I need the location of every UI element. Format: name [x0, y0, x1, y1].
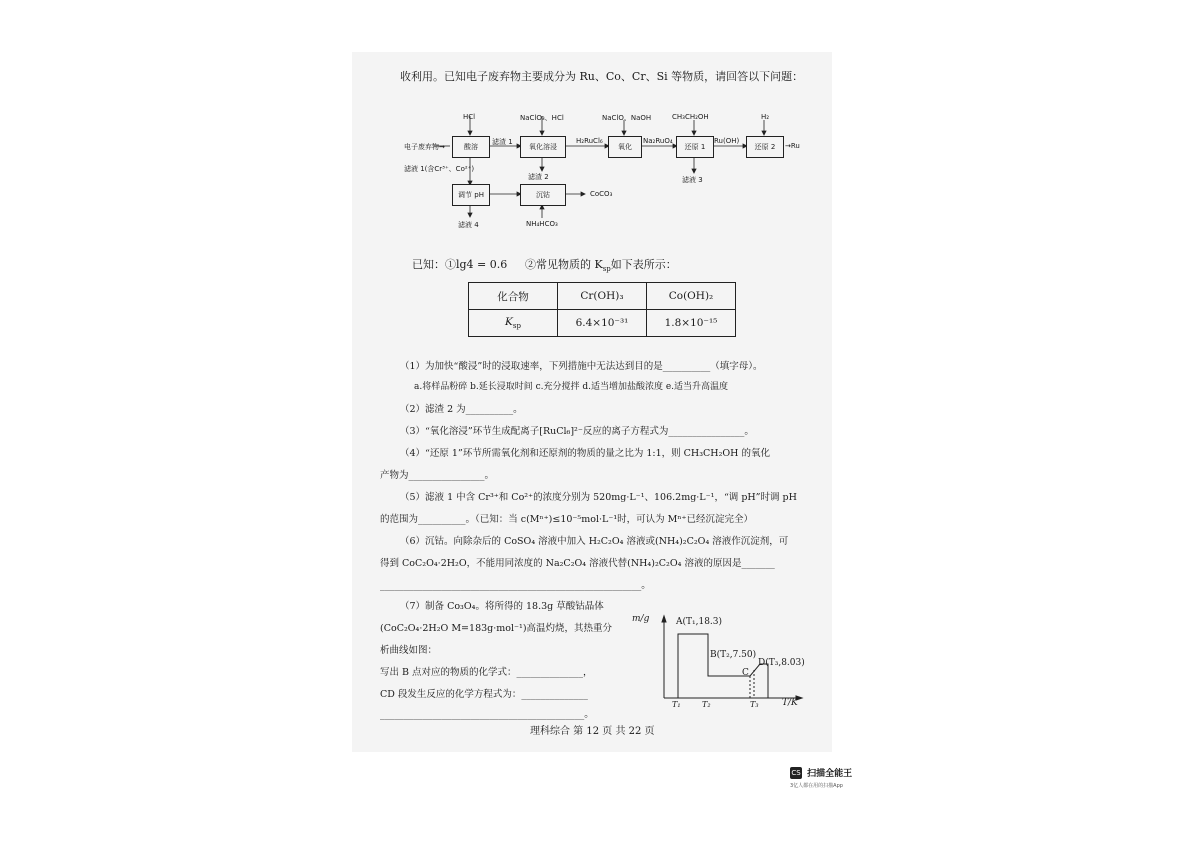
question-7-line1: （7）制备 Co₃O₄。将所得的 18.3g 草酸钴晶体 — [400, 601, 604, 612]
mass-curve — [678, 634, 768, 698]
chart-point-b: B(T₂,7.50) — [710, 650, 757, 660]
question-5-line2: 的范围为__________。（已知：当 c(Mⁿ⁺)≤10⁻⁵mol·L⁻¹时，可认为 Mⁿ⁺已经沉淀完全） — [380, 514, 754, 525]
table-header-cooh2: Co(OH)₂ — [647, 283, 736, 310]
product-ru: →Ru — [785, 142, 800, 150]
reagent-nh4hco3: NH₄HCO₃ — [526, 220, 558, 228]
residue-1: 滤渣 1 — [492, 138, 513, 146]
filtrate-1: 滤液 1(含Cr³⁺、Co²⁺) — [404, 165, 475, 173]
question-7-line3: 析曲线如图： — [380, 645, 438, 656]
question-6-line2: 得到 CoC₂O₄·2H₂O，不能用同浓度的 Na₂C₂O₄ 溶液代替(NH₄)₂C₂O₄ 溶液的原因是_______ — [380, 558, 775, 569]
question-6-line3: _______________________________________________________。 — [380, 580, 651, 591]
intro-text: 收利用。已知电子废弃物主要成分为 Ru、Co、Cr、Si 等物质，请回答以下问题： — [400, 70, 804, 83]
step-acid-leach: 酸溶 — [452, 136, 490, 158]
chart-tick-t1: T₁ — [672, 700, 681, 709]
step-adjust-ph: 调节 pH — [452, 184, 490, 206]
label-na2ruo4: Na₂RuO₄ — [643, 137, 673, 145]
page-footer: 理科综合 第 12 页 共 22 页 — [530, 726, 655, 737]
scanner-watermark — [790, 762, 852, 789]
question-2: （2）滤渣 2 为__________。 — [400, 404, 523, 415]
input-waste: 电子废弃物→ — [404, 143, 445, 151]
label-h2rucl6: H₂RuCl₆ — [576, 137, 603, 145]
table-row — [469, 283, 736, 310]
step-oxidative-leach: 氧化溶浸 — [520, 136, 566, 158]
filtrate-3: 滤液 3 — [682, 176, 703, 184]
step-reduce-2: 还原 2 — [746, 136, 784, 158]
table-header-compound: 化合物 — [469, 283, 558, 310]
table-row — [469, 310, 736, 337]
step-reduce-1: 还原 1 — [676, 136, 714, 158]
question-1: （1）为加快“酸浸”时的浸取速率，下列措施中无法达到目的是__________（填字母）。 — [400, 361, 763, 372]
step-cobalt-precipitation: 沉钴 — [520, 184, 566, 206]
chart-x-label: T/K — [782, 698, 798, 708]
question-6-line1: （6）沉钴。向除杂后的 CoSO₄ 溶液中加入 H₂C₂O₄ 溶液或(NH₄)₂C₂O₄ 溶液作沉淀剂，可 — [400, 536, 789, 547]
known-ksp-intro: ②常见物质的 $K_{sp}$如下表所示： — [525, 258, 677, 274]
chart-tick-t3: T₃ — [750, 700, 759, 709]
question-4-line2: 产物为________________。 — [380, 470, 495, 481]
reagent-naclo-naoh: NaClO、NaOH — [602, 114, 652, 122]
chart-point-a: A(T₁,18.3) — [676, 617, 723, 627]
label-ruoh: Ru(OH) — [714, 137, 740, 145]
chart-y-label: m/g — [632, 614, 650, 624]
step-oxidize: 氧化 — [608, 136, 642, 158]
question-7-line5: CD 段发生反应的化学方程式为：______________ — [380, 689, 588, 700]
ksp-table — [468, 282, 736, 337]
known-lg4: 已知：①lg4 = 0.6 — [412, 258, 508, 271]
reagent-hcl: HCl — [463, 113, 476, 121]
residue-2: 滤渣 2 — [528, 173, 549, 181]
question-5-line1: （5）滤液 1 中含 Cr³⁺和 Co²⁺的浓度分别为 520mg·L⁻¹、106.2mg·L⁻¹，“调 pH”时调 pH — [400, 492, 797, 503]
question-7-line6: ___________________________________________。 — [380, 709, 594, 720]
watermark-name: 扫描全能王 — [807, 769, 853, 779]
reagent-naclo3-hcl: NaClO₃、HCl — [520, 114, 564, 122]
table-header-croh3: Cr(OH)₃ — [558, 283, 647, 310]
question-4-line1: （4）“还原 1”环节所需氧化剂和还原剂的物质的量之比为 1:1，则 CH₃CH₂OH 的氧化 — [400, 448, 770, 459]
question-7-line2: (CoC₂O₄·2H₂O M=183g·mol⁻¹)高温灼烧，其热重分 — [380, 623, 613, 634]
chart-point-d: D(T₃,8.03) — [758, 658, 805, 668]
camscanner-logo-icon: CS — [791, 768, 801, 777]
chart-tick-t2: T₂ — [702, 700, 711, 709]
table-cell-ksp-label: $K_{sp}$ — [469, 310, 558, 337]
chart-point-c: C — [742, 668, 749, 678]
product-coco3: CoCO₃ — [590, 190, 613, 198]
table-cell-cooh2-ksp: 1.8×10⁻¹⁵ — [647, 310, 736, 337]
filtrate-4: 滤液 4 — [458, 221, 479, 229]
reagent-ethanol: CH₃CH₂OH — [672, 113, 709, 121]
reagent-h2: H₂ — [761, 113, 770, 121]
table-cell-croh3-ksp: 6.4×10⁻³¹ — [558, 310, 647, 337]
question-3: （3）“氧化溶浸”环节生成配离子[RuCl₆]²⁻反应的离子方程式为________________。 — [400, 426, 754, 437]
watermark-tagline: 3亿人都在用的扫描App — [790, 783, 843, 789]
question-7-line4: 写出 B 点对应的物质的化学式：______________， — [380, 667, 593, 678]
question-1-options: a.将样品粉碎 b.延长浸取时间 c.充分搅拌 d.适当增加盐酸浓度 e.适当升高温度 — [414, 382, 729, 392]
